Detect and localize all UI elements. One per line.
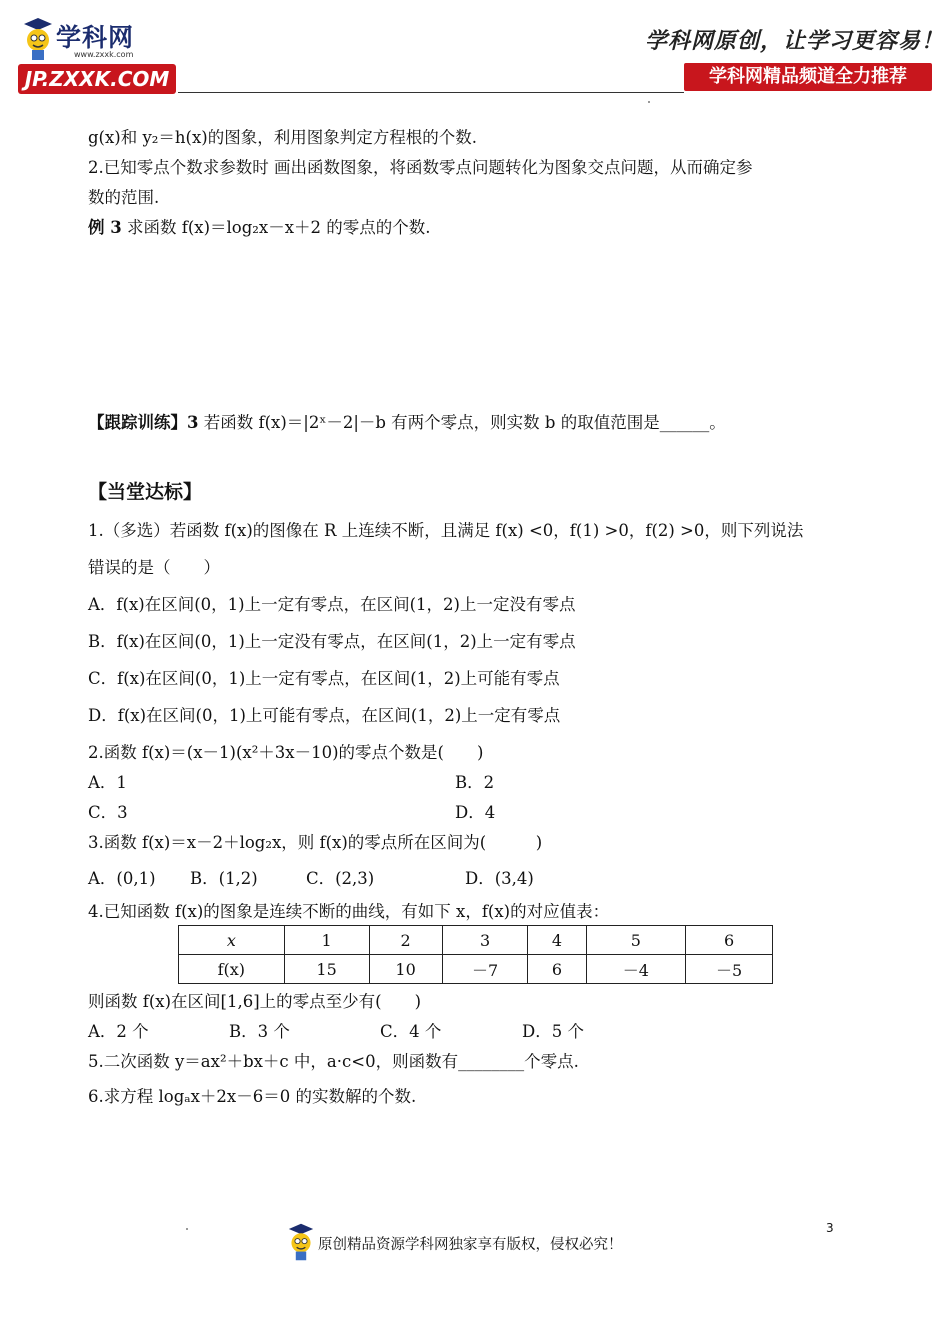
q1-option-d: D．f(x)在区间(0，1)上可能有零点，在区间(1，2)上一定有零点 [88, 706, 561, 725]
q3-stem: 3.函数 f(x)＝x－2＋log₂x，则 f(x)的零点所在区间为( ) [88, 833, 543, 852]
table-cell: －4 [586, 955, 686, 984]
q3-option-c: C．(2,3) [306, 869, 375, 888]
copyright-notice: 原创精品资源学科网独家享有版权，侵权必究！ [318, 1237, 623, 1253]
q4-option-b: B．3 个 [229, 1022, 290, 1041]
table-cell: 5 [586, 926, 686, 955]
table-cell: 3 [442, 926, 528, 955]
q2-option-a: A．1 [88, 773, 127, 792]
q3-option-a: A．(0,1) [88, 869, 156, 888]
page-number: 3 [826, 1221, 834, 1235]
scan-dot [186, 1228, 188, 1230]
q2-option-d: D．4 [455, 803, 496, 822]
q5-stem: 5.二次函数 y＝ax²＋bx＋c 中，a·c<0，则函数有________个零点. [88, 1052, 579, 1071]
q3-option-d: D．(3,4) [465, 869, 534, 888]
q4-followup: 则函数 f(x)在区间[1,6]上的零点至少有( ) [88, 992, 422, 1011]
table-row-fx [179, 955, 773, 984]
example-3-label: 例 3 [88, 218, 122, 237]
table-cell: f(x) [179, 955, 285, 984]
site-logo[interactable] [18, 14, 188, 98]
table-row-x [179, 926, 773, 955]
q1-option-b: B．f(x)在区间(0，1)上一定没有零点，在区间(1，2)上一定有零点 [88, 632, 576, 651]
table-cell: 15 [284, 955, 369, 984]
q1-stem-2: 错误的是（ ） [88, 558, 220, 577]
section-title: 【当堂达标】 [88, 481, 203, 503]
table-cell: 1 [284, 926, 369, 955]
q3-option-b: B．(1,2) [190, 869, 258, 888]
mascot-icon [20, 16, 56, 62]
q4-stem: 4.已知函数 f(x)的图象是连续不断的曲线，有如下 x，f(x)的对应值表： [88, 902, 610, 921]
scan-dot [648, 101, 650, 103]
q1-option-c: C．f(x)在区间(0，1)上一定有零点，在区间(1，2)上可能有零点 [88, 669, 560, 688]
q2-option-c: C．3 [88, 803, 128, 822]
practice-3-label: 【跟踪训练】3 [88, 413, 199, 432]
table-cell: x [179, 926, 285, 955]
q1-option-a: A．f(x)在区间(0，1)上一定有零点，在区间(1，2)上一定没有零点 [88, 595, 576, 614]
example-3 [88, 214, 431, 238]
table-cell: 10 [369, 955, 442, 984]
table-cell: 4 [528, 926, 586, 955]
method-line-2: 2.已知零点个数求参数时 画出函数图象，将函数零点问题转化为图象交点问题，从而确定参 [88, 158, 753, 177]
method-line-3: 数的范围. [88, 188, 160, 207]
q1-stem-1: 1.（多选）若函数 f(x)的图像在 R 上连续不断，且满足 f(x) <0，f(1) >0，f(2) >0，则下列说法 [88, 521, 804, 540]
table-cell: －5 [686, 955, 773, 984]
logo-badge: JP.ZXXK.COM [18, 64, 176, 94]
q2-stem: 2.函数 f(x)＝(x－1)(x²＋3x－10)的零点个数是( ) [88, 743, 484, 762]
q4-value-table [178, 925, 773, 984]
logo-url: www.zxxk.com [74, 50, 134, 59]
practice-3-text: 若函数 f(x)＝|2ˣ－2|－b 有两个零点，则实数 b 的取值范围是______。 [203, 413, 726, 432]
q4-option-c: C．4 个 [380, 1022, 442, 1041]
header-slogan: 学科网原创，让学习更容易！ [645, 28, 945, 54]
table-cell: －7 [442, 955, 528, 984]
practice-3 [88, 409, 726, 433]
q2-option-b: B．2 [455, 773, 495, 792]
example-3-text: 求函数 f(x)＝log₂x－x＋2 的零点的个数. [126, 218, 431, 237]
q4-option-d: D．5 个 [522, 1022, 584, 1041]
header-divider [178, 92, 684, 93]
q6-stem: 6.求方程 logₐx＋2x－6＝0 的实数解的个数. [88, 1087, 417, 1106]
table-cell: 2 [369, 926, 442, 955]
method-line-1: g(x)和 y₂＝h(x)的图象，利用图象判定方程根的个数. [88, 128, 477, 147]
table-cell: 6 [686, 926, 773, 955]
logo-text: 学科网 [56, 23, 135, 52]
table-cell: 6 [528, 955, 586, 984]
mascot-icon [284, 1222, 318, 1262]
q4-option-a: A．2 个 [88, 1022, 149, 1041]
header-banner: 学科网精品频道全力推荐 [684, 63, 932, 91]
